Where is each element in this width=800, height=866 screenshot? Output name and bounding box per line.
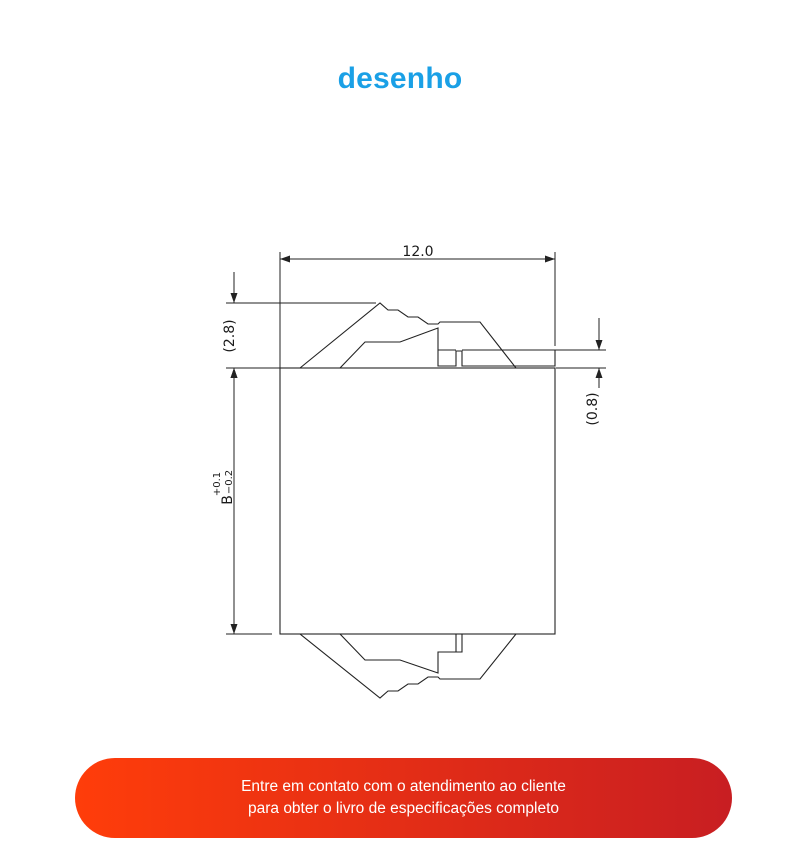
dim-tol-lower: −0.2 <box>224 469 235 495</box>
body-rectangle <box>280 368 555 634</box>
top-cap-inner <box>340 328 555 368</box>
dimension-lines <box>226 252 606 634</box>
cta-line-2: para obter o livro de especificações completo <box>247 800 560 817</box>
cta-line-1: Entre em contato com o atendimento ao cliente <box>241 778 566 795</box>
dim-tol-upper: +0.1 <box>212 471 223 497</box>
dim-top-label: (2.8) <box>222 319 238 353</box>
bottom-cap-outer <box>300 634 516 698</box>
page-title: desenho <box>337 62 463 95</box>
dim-bottom-label: (0.8) <box>585 392 601 426</box>
top-cap-outer <box>300 303 516 368</box>
dim-body-label-group <box>212 470 236 505</box>
part-outline <box>280 303 555 698</box>
dim-body-label: B <box>220 495 236 505</box>
bottom-cap-inner <box>340 634 462 673</box>
dim-width-label: 12.0 <box>402 244 434 260</box>
contact-support-button[interactable] <box>75 758 732 838</box>
